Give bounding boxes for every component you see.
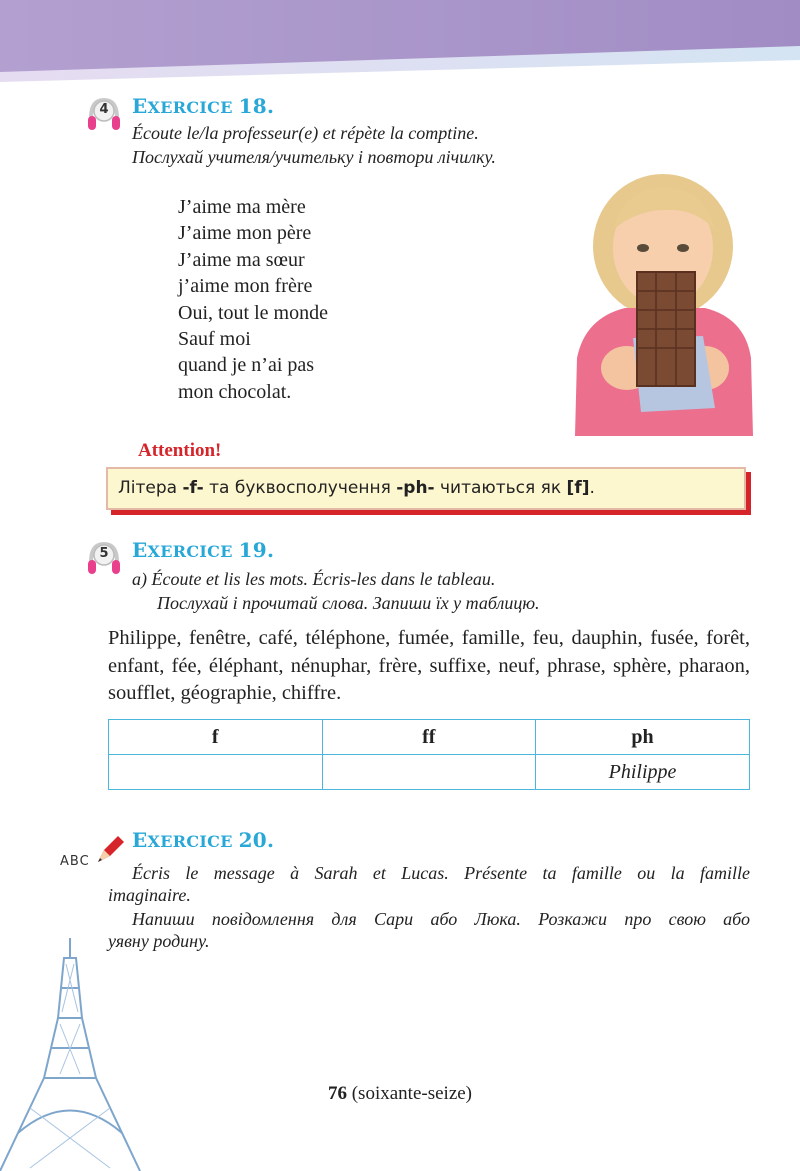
track-number: 5 [99, 546, 109, 561]
poem-line: J’aime ma mère [178, 196, 306, 218]
track-number: 4 [99, 102, 109, 117]
exercise-20-instruction-fr-1: Écris le message à Sarah et Lucas. Présente ta famille ou la famille [132, 863, 750, 883]
attention-title: Attention! [138, 440, 222, 461]
exercise-19-instruction-uk: Послухай і прочитай слова. Запиши їх у таблицю. [157, 593, 540, 613]
exercise-20-title: EXERCICE 20. [132, 828, 275, 852]
exercise-18-instruction-fr: Écoute le/la professeur(e) et répète la comptine. [132, 123, 479, 143]
table-cell-ph[interactable]: Philippe [536, 755, 750, 790]
word-list: Philippe, fenêtre, café, téléphone, fumée, famille, feu, dauphin, fusée, forêt, enfant, fée, éléphant, nénuphar, frère, suffixe, neuf, phrase, sphère, pharaon, soufflet, géographie, chiffre. [108, 627, 750, 704]
girl-with-chocolate-image [555, 168, 765, 436]
exercise-19-title: EXERCICE 19. [132, 538, 275, 562]
exercise-20-instruction-uk-1: Напиши повідомлення для Сари або Люка. Розкажи про свою або [132, 909, 750, 929]
top-banner [0, 0, 800, 82]
table-row [109, 755, 750, 790]
table-cell-f[interactable] [109, 755, 323, 790]
page-number: 76 [327, 1083, 347, 1104]
poem-line: j’aime mon frère [178, 275, 313, 298]
table-header-f: f [109, 720, 323, 755]
poem-line: Oui, tout le monde [178, 301, 328, 324]
exercise-20-instruction-fr-2: imaginaire. [108, 885, 191, 905]
poem-line: quand je n’ai pas [178, 354, 315, 377]
abc-label: ABC [60, 854, 90, 869]
rule-text: Літера -f- та буквосполучення -ph- читаються як [f]. [118, 478, 595, 498]
poem-line: J’aime mon père [178, 222, 312, 245]
exercise-18-instruction-uk: Послухай учителя/учительку і повтори лічилку. [132, 147, 496, 167]
poem-line: J’aime ma sœur [178, 248, 305, 271]
exercise-20-instruction-uk-2: уявну родину. [108, 931, 210, 951]
table-header-ph: ph [536, 720, 750, 755]
table-cell-ff[interactable] [322, 755, 536, 790]
word-table [108, 719, 750, 790]
poem-line: Sauf moi [178, 327, 251, 350]
eiffel-tower-image [0, 938, 180, 1171]
table-header-row [109, 720, 750, 755]
poem [178, 194, 328, 405]
rule-box [106, 467, 746, 510]
exercise-18-title: EXERCICE 18. [132, 94, 275, 118]
poem-line: mon chocolat. [178, 380, 292, 403]
pencil-icon [94, 832, 128, 866]
exercise-19-instruction-fr: a) Écoute et lis les mots. Écris-les dans le tableau. [132, 569, 496, 589]
page-footer [0, 1083, 800, 1105]
table-header-ff: ff [322, 720, 536, 755]
page-number-words: (soixante-seize) [346, 1083, 473, 1104]
